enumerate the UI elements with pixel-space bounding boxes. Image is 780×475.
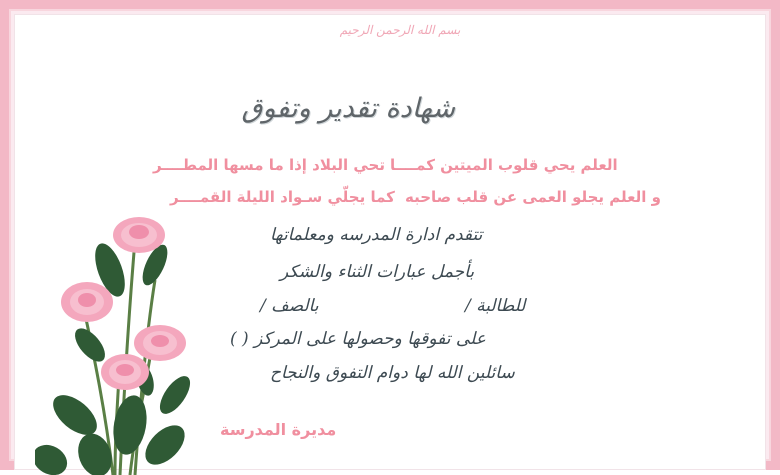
class-label: بالصف / bbox=[260, 296, 319, 316]
rose-1 bbox=[113, 217, 165, 253]
poem-line2-left: كما يجلّي سـواد الليلة القمــــر bbox=[170, 188, 395, 206]
rose-4 bbox=[101, 354, 149, 390]
body-line-rank: على تفوقها وحصولها على المركز ( ) bbox=[230, 329, 486, 349]
principal-signature: مديرة المدرسة bbox=[220, 420, 336, 439]
body-line-school-administration: تتقدم ادارة المدرسه ومعلماتها bbox=[270, 225, 482, 245]
basmala-heading: بسم الله الرحمن الرحيم bbox=[325, 23, 475, 37]
poem-line1-left: تحي البلاد إذا ما مسها المطــــر bbox=[153, 156, 385, 174]
poem-line1-right: العلم يحي قلوب الميتين كمــــا bbox=[390, 156, 618, 174]
pink-roses-bouquet-icon bbox=[35, 210, 205, 475]
rose-3 bbox=[134, 325, 186, 361]
student-name-label: للطالبة / bbox=[465, 296, 526, 316]
certificate-title: شهادة تقدير وتفوق bbox=[265, 93, 455, 124]
certificate-page bbox=[14, 14, 766, 470]
body-line-wishes: سائلين الله لها دوام التفوق والنجاح bbox=[270, 363, 515, 383]
poem-line2-right: و العلم يجلو العمى عن قلب صاحبه bbox=[405, 188, 661, 206]
body-line-praise: بأجمل عبارات الثناء والشكر bbox=[280, 262, 474, 282]
rose-2 bbox=[61, 282, 113, 322]
